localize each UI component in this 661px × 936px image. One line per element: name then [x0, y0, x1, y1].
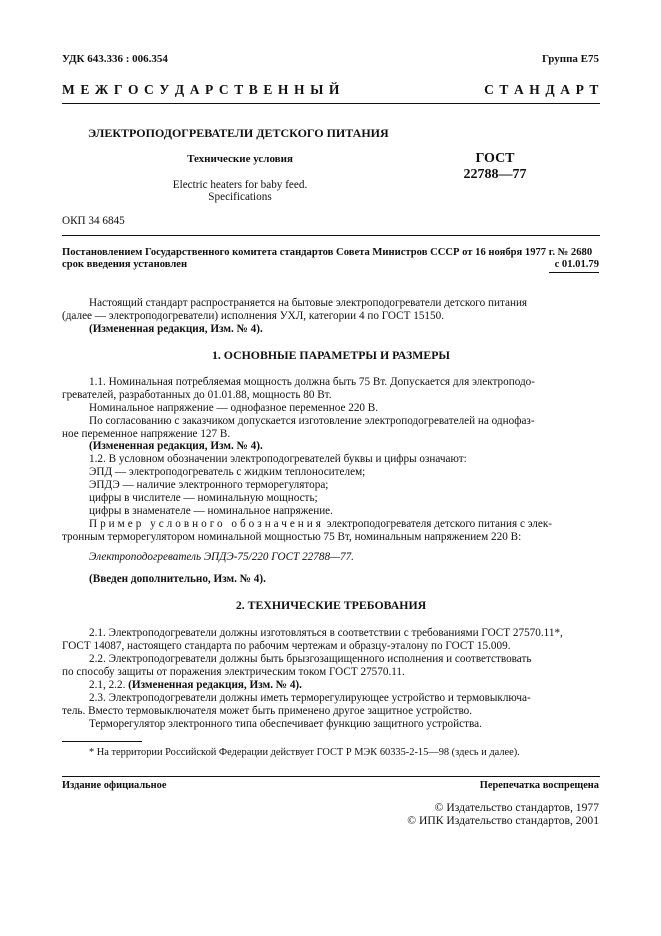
effective-date-label: срок введения установлен	[62, 259, 188, 270]
interstate-label: М Е Ж Г О С У Д А Р С Т В Е Н Н Ы Й	[62, 82, 342, 97]
s2-line: 2.2. Электроподогреватели должны быть брызгозащищенного исполнения и соответствовать	[89, 653, 532, 665]
header-rule	[62, 103, 600, 104]
footnote-rule	[62, 741, 142, 742]
designation-example: Электроподогреватель ЭПДЭ-75/220 ГОСТ 22788—77.	[89, 551, 354, 563]
date-underline	[549, 272, 599, 273]
s1-line: По согласованию с заказчиком допускается изготовление электроподогревателей на однофаз-	[89, 415, 535, 427]
example-line2: тронным терморегулятором номинальной мощностью 75 Вт, номинальным напряжением 220 В:	[62, 531, 522, 543]
s1-line: ЭПДЭ — наличие электронного терморегулятора;	[89, 479, 329, 491]
s1-line: ЭПД — электроподогреватель с жидким теплоносителем;	[89, 466, 366, 478]
intro-line1: Настоящий стандарт распространяется на бытовые электроподогреватели детского питания	[89, 297, 528, 309]
footnote: * На территории Российской Федерации действует ГОСТ Р МЭК 60335-2-15—98 (здесь и далее).	[89, 747, 520, 758]
okp-code: ОКП 34 6845	[62, 215, 125, 227]
s1-line: гревателей, разработанных до 01.01.88, мощность 80 Вт.	[62, 389, 332, 401]
udk-code: УДК 643.336 : 006.354	[62, 53, 168, 65]
s1-introduced: (Введен дополнительно, Изм. № 4).	[89, 573, 266, 585]
english-title-line2: Specifications	[208, 191, 272, 203]
english-title-line1: Electric heaters for baby feed.	[172, 179, 308, 191]
resolution-line: Постановлением Государственного комитета стандартов Совета Министров СССР от 16 ноября 1977 г. № 2680	[62, 247, 593, 258]
document-title: ЭЛЕКТРОПОДОГРЕВАТЕЛИ ДЕТСКОГО ПИТАНИЯ	[88, 126, 389, 140]
official-edition: Издание официальное	[62, 780, 167, 791]
group-code: Группа Е75	[541, 53, 599, 65]
s1-line: цифры в числителе — номинальную мощность;	[89, 492, 318, 504]
s1-amendment: (Измененная редакция, Изм. № 4).	[89, 440, 263, 452]
s2-amendment-bold: (Измененная редакция, Изм. № 4).	[128, 679, 302, 691]
s2-amendment	[62, 679, 599, 692]
s2-line: 2.3. Электроподогреватели должны иметь терморегулирующее устройство и термовыключа-	[89, 692, 531, 704]
reprint-notice: Перепечатка воспрещена	[479, 780, 599, 791]
example-rest: электроподогревателя детского питания с элек-	[326, 518, 553, 530]
intro-line2: (далее — электроподогреватели) исполнения УХЛ, категории 4 по ГОСТ 15150.	[62, 310, 444, 322]
section2-heading: 2. ТЕХНИЧЕСКИЕ ТРЕБОВАНИЯ	[235, 598, 427, 612]
title-rule	[62, 235, 600, 236]
s1-line: ное переменное напряжение 127 В.	[62, 428, 231, 440]
s1-line: 1.1. Номинальная потребляемая мощность должна быть 75 Вт. Допускается для электроподо-	[89, 376, 535, 388]
s2-line: Терморегулятор электронного типа обеспечивает функцию защитного устройства.	[89, 718, 482, 730]
gost-label: ГОСТ	[475, 151, 515, 166]
s2-line: тель. Вместо термовыключателя может быть применено другое защитное устройство.	[62, 705, 473, 717]
standard-label: С Т А Н Д А Р Т	[484, 82, 600, 97]
s2-line: по способу защиты от поражения электрическим током ГОСТ 27570.11.	[62, 666, 405, 678]
s2-amendment-prefix: 2.1, 2.2.	[89, 679, 126, 691]
footer-rule	[62, 776, 600, 777]
s2-line: ГОСТ 14087, настоящего стандарта по рабочим чертежам и образцу-эталону по ГОСТ 15.009.	[62, 640, 511, 652]
document-subtitle: Технические условия	[187, 153, 293, 165]
intro-amendment: (Измененная редакция, Изм. № 4).	[89, 323, 263, 335]
copyright-1977: © Издательство стандартов, 1977	[434, 801, 599, 814]
s1-line: цифры в знаменателе — номинальное напряжение.	[89, 505, 333, 517]
example-spaced: Пример условного обозначения	[89, 518, 324, 530]
section1-heading: 1. ОСНОВНЫЕ ПАРАМЕТРЫ И РАЗМЕРЫ	[211, 348, 451, 362]
s2-line: 2.1. Электроподогреватели должны изготовляться в соответствии с требованиями ГОСТ 27570.11*,	[89, 627, 563, 639]
effective-date: с 01.01.79	[554, 259, 599, 270]
example-line	[62, 518, 599, 531]
copyright-2001: © ИПК Издательство стандартов, 2001	[407, 814, 599, 827]
gost-number: 22788—77	[463, 167, 527, 182]
s1-line: 1.2. В условном обозначении электроподогревателей буквы и цифры означают:	[89, 453, 467, 465]
s1-line: Номинальное напряжение — однофазное переменное 220 В.	[89, 402, 379, 414]
